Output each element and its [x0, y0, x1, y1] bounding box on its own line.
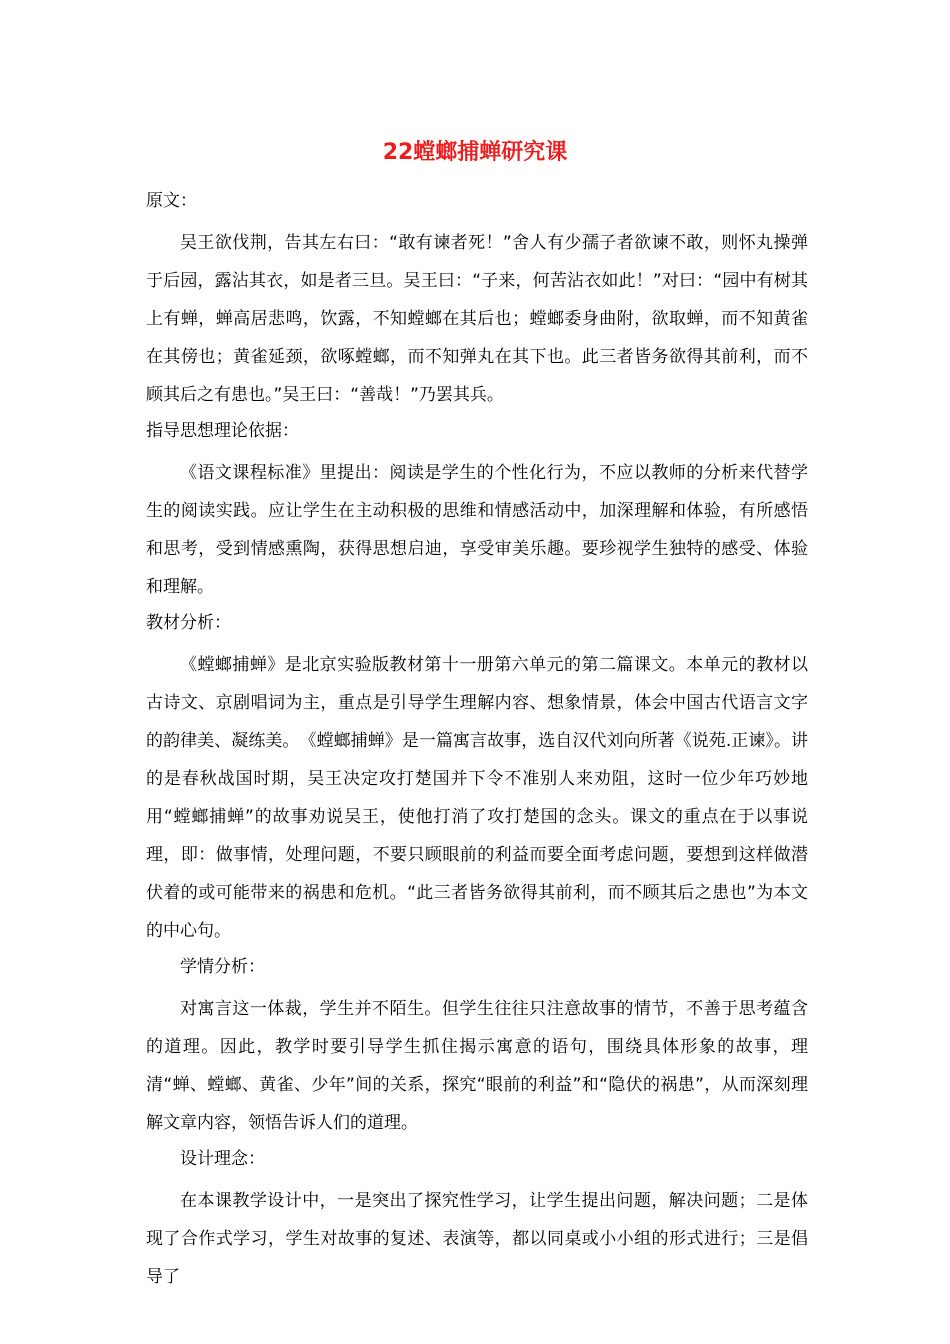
section-body-student-analysis: 对寓言这一体裁，学生并不陌生。但学生往往只注意故事的情节，不善于思考蕴含的道理。因此，教学时要引导学生抓住揭示寓意的语句，围绕具体形象的故事，理清“蝉、螳螂、黄雀、少年”间的关系，探究“眼前的利益”和“隐伏的祸患”，从而深刻理解文章内容，领悟告诉人们的道理。 [146, 999, 808, 1133]
section-heading-student-analysis: 学情分析： [180, 957, 265, 977]
section-heading-original-text: 原文： [146, 191, 197, 211]
document-title: 22螳螂捕蝉研究课 [382, 140, 568, 165]
section-heading-textbook-analysis: 教材分析： [146, 613, 231, 633]
section-heading-theory-basis: 指导思想理论依据： [146, 421, 299, 441]
section-body-textbook-analysis: 《螳螂捕蝉》是北京实验版教材第十一册第六单元的第二篇课文。本单元的教材以古诗文、京剧唱词为主，重点是引导学生理解内容、想象情景，体会中国古代语言文字的韵律美、凝练美。 《螳螂捕蝉》是一篇寓言故事，选自汉代刘向所著《说苑.正谏》。讲的是春秋战国时期，吴王决定攻打楚国并下令不准别人来劝阻，这时一位少年巧妙地用“螳螂捕蝉”的故事劝说吴王，使他打消了攻打楚国的念头。课文的重点在于以事说理，即：做事情，处理问题，不要只顾眼前的利益而要全面考虑问题，要想到这样做潜伏着的或可能带来的祸患和危机。“此三者皆务欲得其前利，而不顾其后之患也”为本文的中心句。 [146, 655, 808, 941]
document-body [146, 186, 808, 1298]
section-body-theory-basis: 《语文课程标准》里提出：阅读是学生的个性化行为，不应以教师的分析来代替学生的阅读实践。应让学生在主动积极的思维和情感活动中，加深理解和体验，有所感悟和思考，受到情感熏陶，获得思想启迪，享受审美乐趣。要珍视学生独特的感受、体验和理解。 [146, 463, 808, 597]
section-heading-design-concept: 设计理念： [180, 1149, 265, 1169]
section-body-design-concept: 在本课教学设计中，一是突出了探究性学习，让学生提出问题，解决问题；二是体现了合作式学习，学生对故事的复述、表演等，都以同桌或小小组的形式进行；三是倡导了 [146, 1191, 808, 1287]
section-body-original-text: 吴王欲伐荆，告其左右曰：“敢有谏者死！”舍人有少孺子者欲谏不敢，则怀丸操弹于后园，露沾其衣，如是者三旦。吴王曰：“子来，何苦沾衣如此！”对曰：“园中有树其上有蝉，蝉高居悲鸣，饮露，不知螳螂在其后也；螳螂委身曲附，欲取蝉，而不知黄雀在其傍也；黄雀延颈，欲啄螳螂，而不知弹丸在其下也。此三者皆务欲得其前利，而不顾其后之有患也。”吴王曰：“善哉！”乃罢其兵。 [146, 233, 808, 405]
